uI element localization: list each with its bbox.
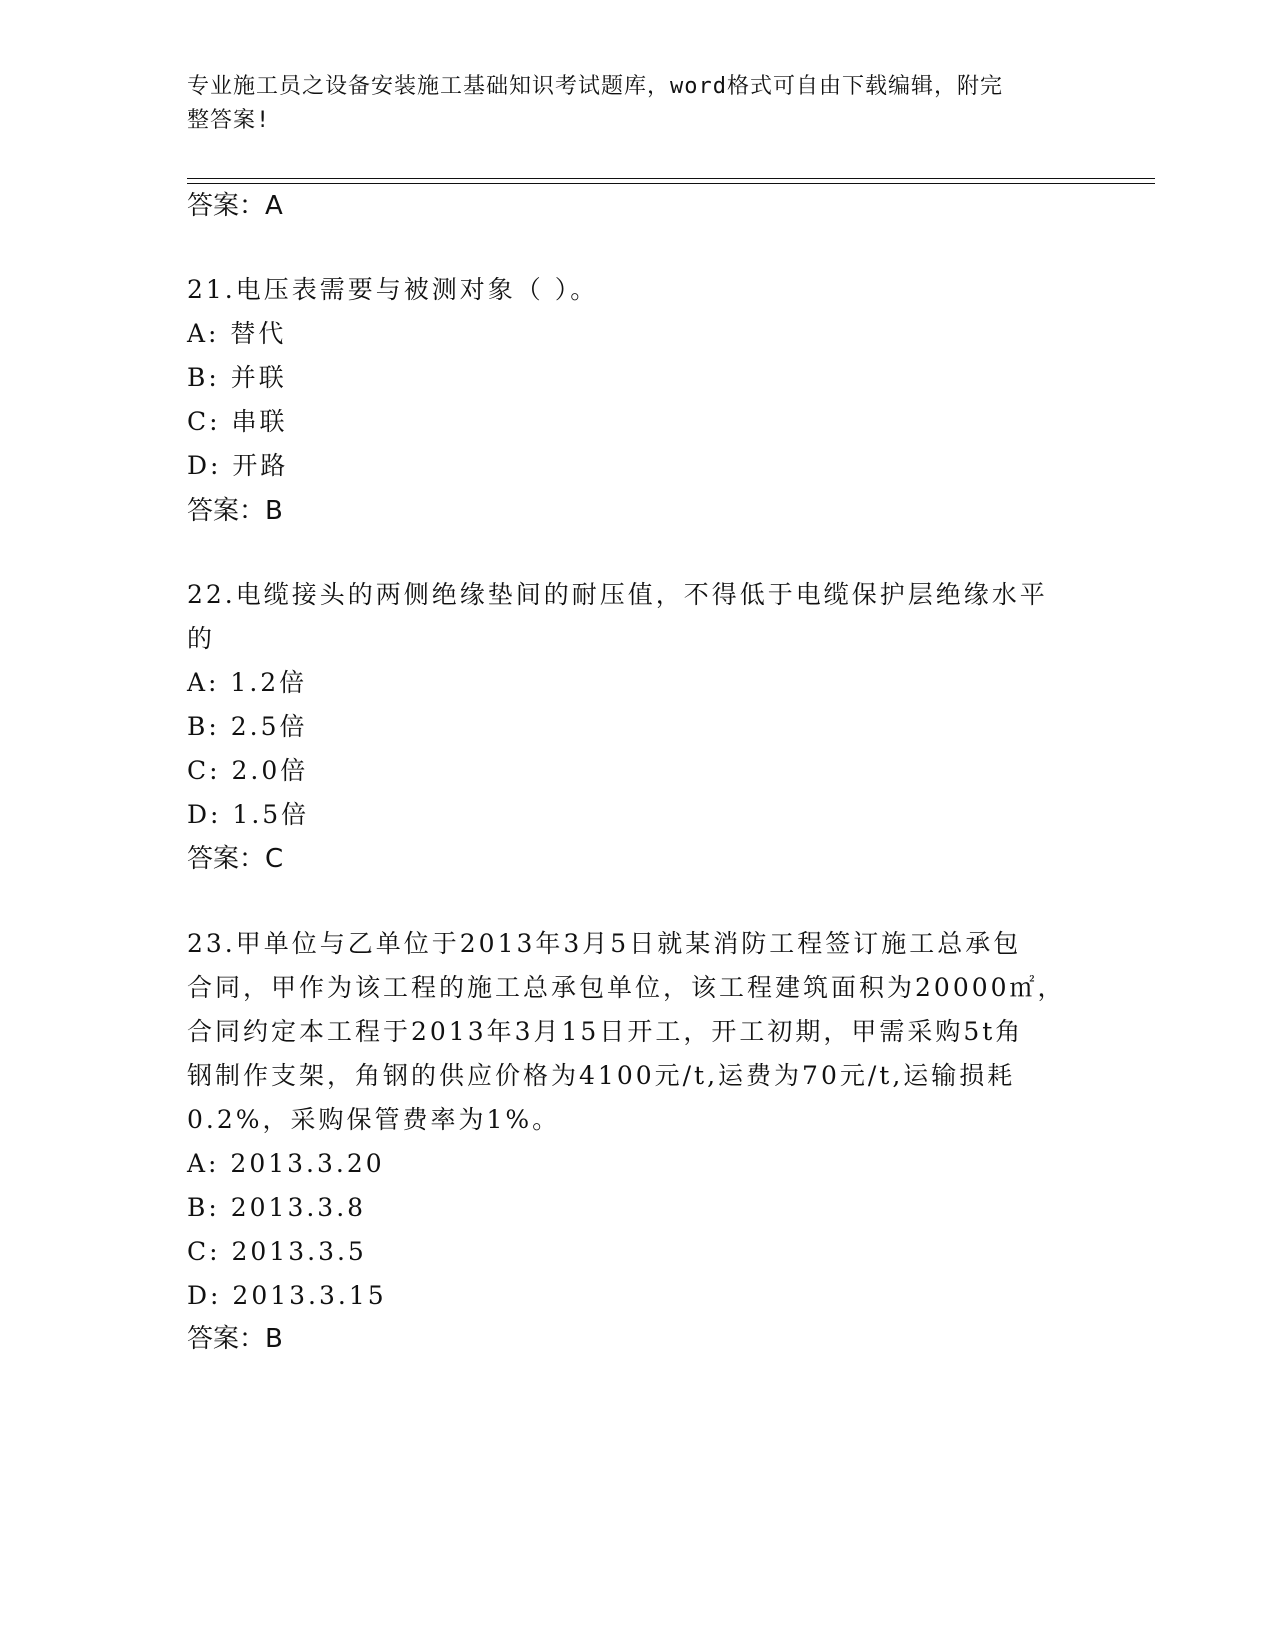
question-21-text: 21.电压表需要与被测对象（ ）。 — [187, 275, 599, 304]
previous-answer: 答案：A — [187, 191, 283, 221]
question-22-text-line-2: 的 — [187, 624, 216, 653]
question-23-text-line-2: 合同，甲作为该工程的施工总承包单位，该工程建筑面积为20000㎡， — [187, 973, 1066, 1002]
question-22-option-a: A: 1.2倍 — [187, 668, 308, 697]
header-divider-bottom — [187, 183, 1155, 184]
document-header — [187, 70, 1067, 138]
question-21-option-d: D: 开路 — [187, 451, 289, 480]
question-23-option-a: A: 2013.3.20 — [187, 1149, 385, 1178]
question-23-text-line-3: 合同约定本工程于2013年3月15日开工，开工初期，甲需采购5t角 — [187, 1017, 1024, 1046]
question-21-option-a: A: 替代 — [187, 319, 287, 348]
question-22-option-c: C: 2.0倍 — [187, 756, 309, 785]
question-22-text-line-1: 22.电缆接头的两侧绝缘垫间的耐压值，不得低于电缆保护层绝缘水平 — [187, 580, 1048, 609]
question-23-answer: 答案：B — [187, 1324, 283, 1354]
question-22-answer: 答案：C — [187, 844, 284, 874]
question-23-option-b: B: 2013.3.8 — [187, 1193, 367, 1222]
header-divider-top — [187, 178, 1155, 179]
question-23-text-line-5: 0.2%，采购保管费率为1%。 — [187, 1105, 561, 1134]
question-22-option-b: B: 2.5倍 — [187, 712, 308, 741]
question-21-option-c: C: 串联 — [187, 407, 288, 436]
question-21-answer: 答案：B — [187, 496, 283, 526]
question-23-text-line-1: 23.甲单位与乙单位于2013年3月5日就某消防工程签订施工总承包 — [187, 929, 1022, 958]
question-22-option-d: D: 1.5倍 — [187, 800, 310, 829]
question-21-option-b: B: 并联 — [187, 363, 287, 392]
header-line-1: 专业施工员之设备安装施工基础知识考试题库，word格式可自由下载编辑，附完 — [187, 74, 1003, 99]
question-23-option-d: D: 2013.3.15 — [187, 1281, 387, 1310]
header-line-2: 整答案! — [187, 108, 271, 133]
question-23-text-line-4: 钢制作支架，角钢的供应价格为4100元/t,运费为70元/t,运输损耗 — [187, 1061, 1016, 1090]
question-23-option-c: C: 2013.3.5 — [187, 1237, 367, 1266]
